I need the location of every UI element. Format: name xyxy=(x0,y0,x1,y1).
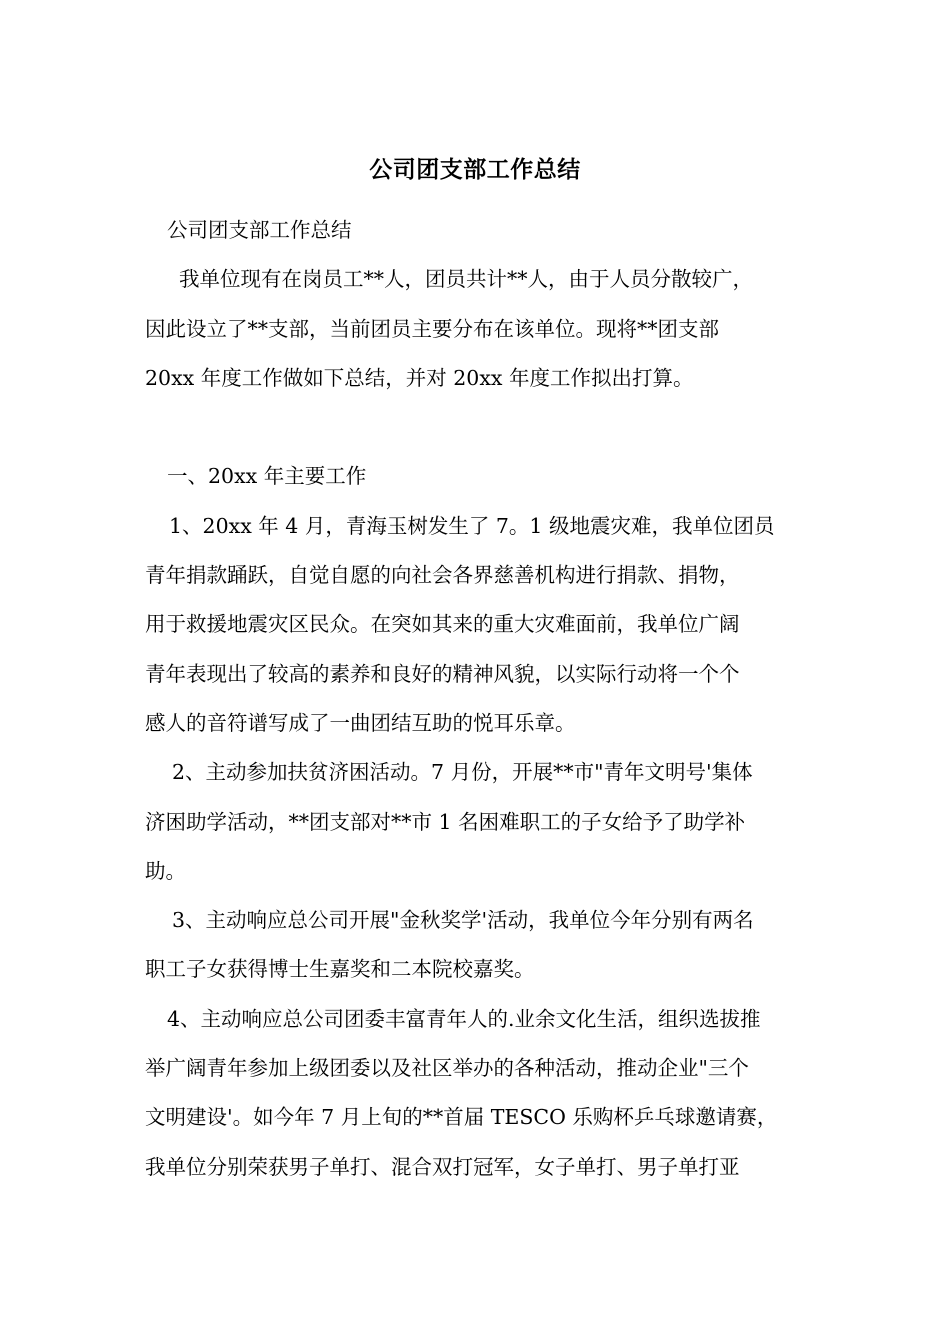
paragraph-line: 3、主动响应总公司开展"金秋奖学'活动，我单位今年分别有两名 xyxy=(172,908,754,933)
paragraph-line: 青年表现出了较高的素养和良好的精神风貌，以实际行动将一个个 xyxy=(145,661,740,686)
paragraph-line: 4、主动响应总公司团委丰富青年人的.业余文化生活，组织选拔推 xyxy=(167,1006,761,1031)
paragraph-line: 2、主动参加扶贫济困活动。7 月份，开展**市"青年文明号'集体 xyxy=(172,760,753,785)
document-body xyxy=(145,206,810,1192)
paragraph-line: 济困助学活动，**团支部对**市 1 名困难职工的子女给予了助学补 xyxy=(145,809,746,834)
subtitle-line: 公司团支部工作总结 xyxy=(167,218,352,242)
paragraph-line: 1、20xx 年 4 月，青海玉树发生了 7。1 级地震灾难，我单位团员 xyxy=(169,513,775,538)
paragraph-line: 举广阔青年参加上级团委以及社区举办的各种活动，推动企业"三个 xyxy=(145,1056,749,1081)
paragraph-line: 文明建设'。如今年 7 月上旬的**首届 TESCO 乐购杯乒乓球邀请赛， xyxy=(145,1105,778,1130)
paragraph-line: 我单位现有在岗员工**人，团员共计**人，由于人员分散较广， xyxy=(179,267,753,292)
paragraph-line: 职工子女获得博士生嘉奖和二本院校嘉奖。 xyxy=(145,957,535,982)
paragraph-line: 感人的音符谱写成了一曲团结互助的悦耳乐章。 xyxy=(145,710,576,735)
paragraph-line: 因此设立了**支部，当前团员主要分布在该单位。现将**团支部 xyxy=(145,316,719,341)
section-heading: 一、20xx 年主要工作 xyxy=(167,464,367,489)
paragraph-line: 青年捐款踊跃，自觉自愿的向社会各界慈善机构进行捐款、捐物， xyxy=(145,563,740,588)
paragraph-line: 助。 xyxy=(145,858,186,883)
paragraph-line: 我单位分别荣获男子单打、混合双打冠军，女子单打、男子单打亚 xyxy=(145,1154,740,1179)
document-title: 公司团支部工作总结 xyxy=(369,156,581,183)
paragraph-line: 20xx 年度工作做如下总结，并对 20xx 年度工作拟出打算。 xyxy=(145,365,694,390)
paragraph-line: 用于救援地震灾区民众。在突如其来的重大灾难面前，我单位广阔 xyxy=(145,612,740,637)
blank-line xyxy=(145,403,810,452)
